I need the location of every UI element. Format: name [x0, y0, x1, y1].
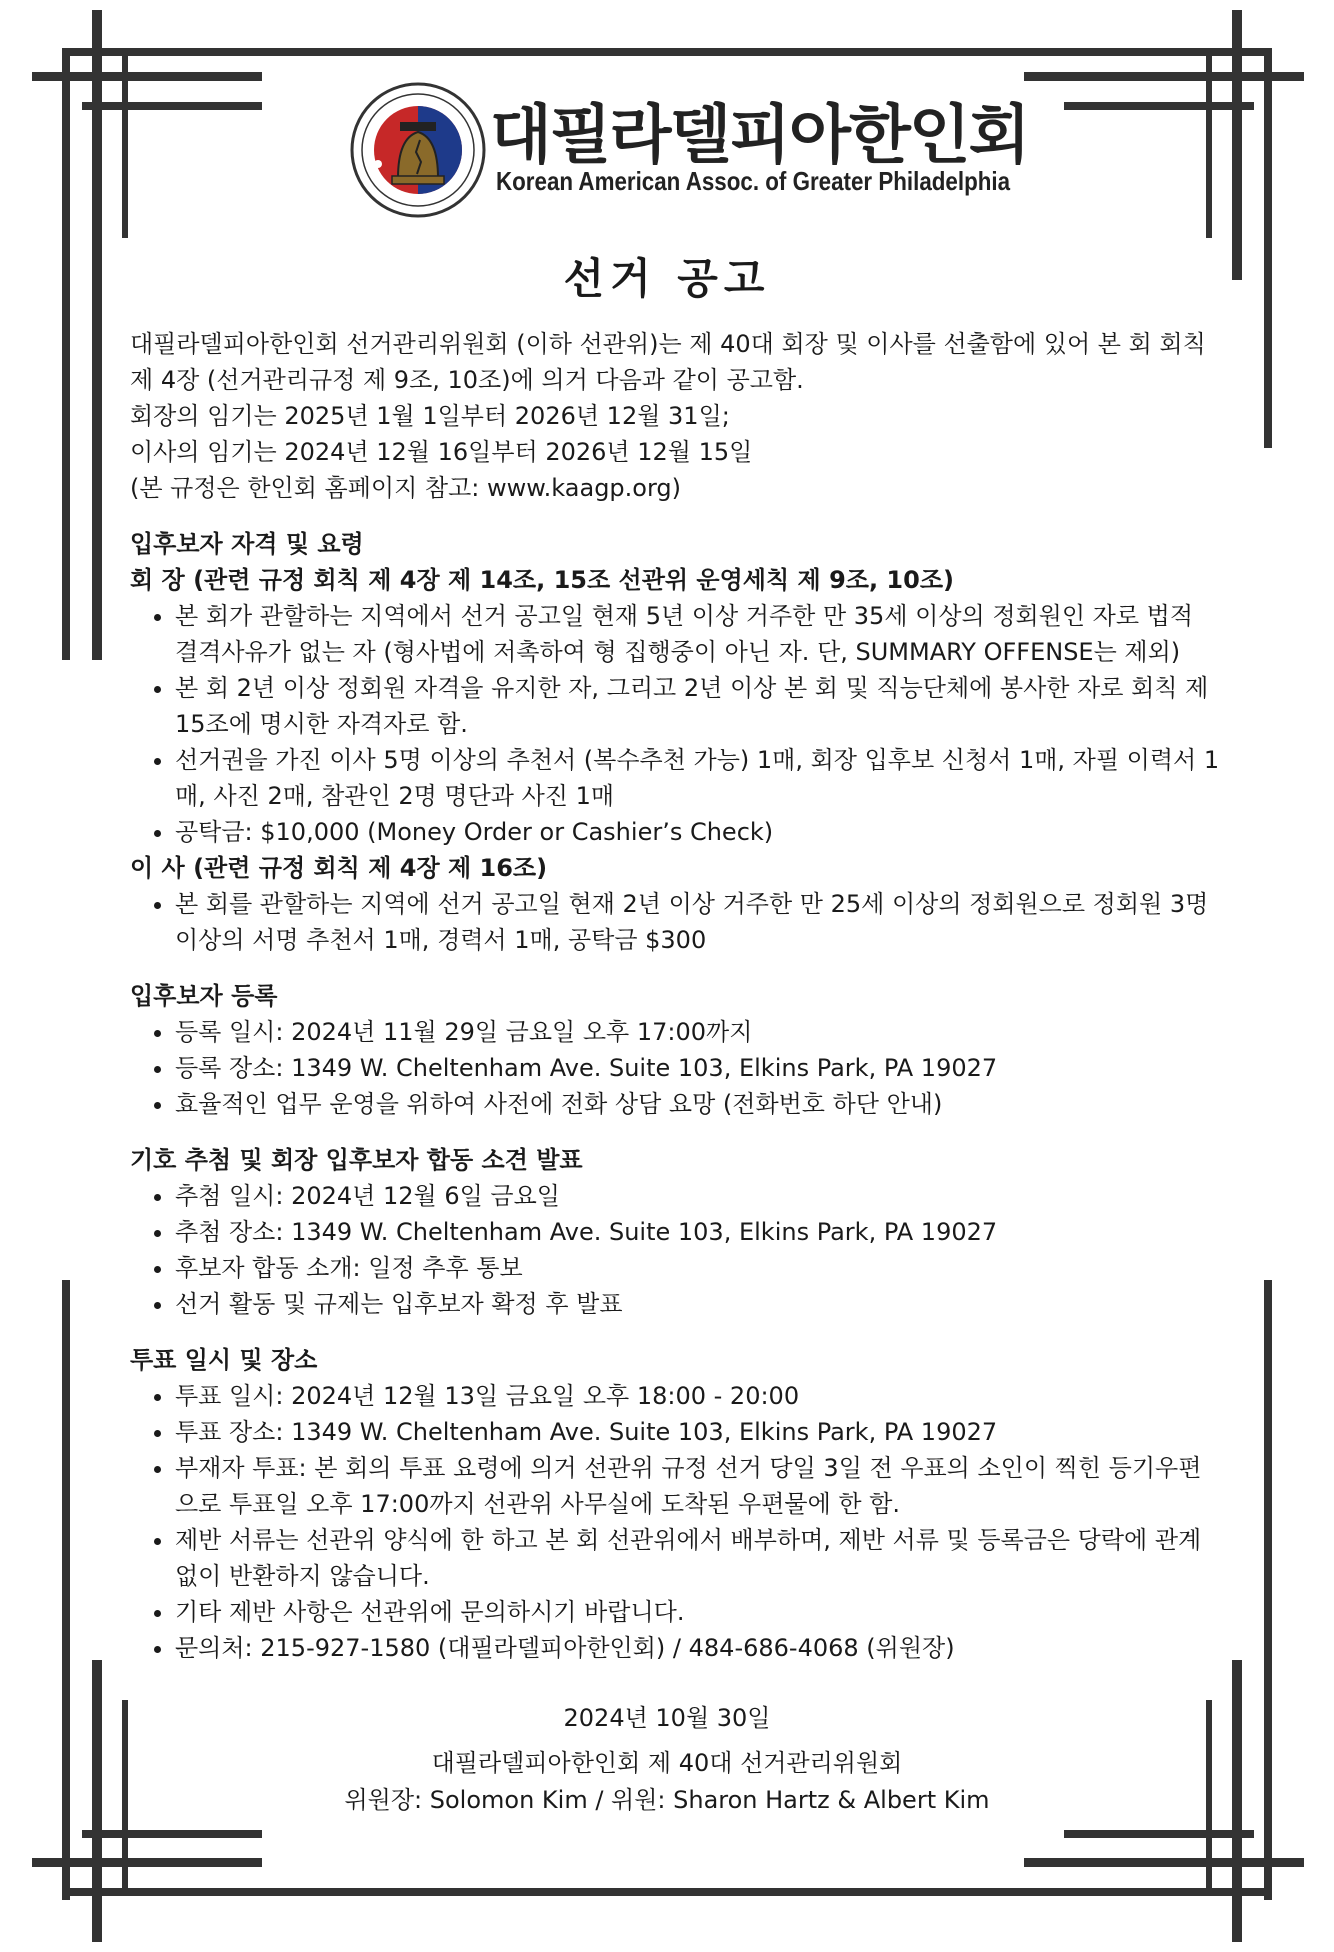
intro-paragraph: 대필라델피아한인회 선거관리위원회 (이하 선관위)는 제 40대 회장 및 이사를 선출함에 있어 본 회 회칙 제 4장 (선거관리규정 제 9조, 10조)에 의거 다음과 같이 공고함.	[130, 330, 1206, 394]
list-item: • 부재자 투표: 본 회의 투표 요령에 의거 선관위 규정 선거 당일 3일 전 우표의 소인이 찍힌 등기우편으로 투표일 오후 17:00까지 선관위 사무실에 도착된 우편물에 한 함.	[175, 1450, 1220, 1522]
voting-list	[130, 1378, 1220, 1666]
notice-body	[130, 326, 1220, 1666]
list-item: • 추첨 일시: 2024년 12월 6일 금요일	[175, 1178, 1220, 1214]
notice-date: 2024년 10월 30일	[563, 1704, 771, 1732]
closing-block	[0, 1700, 1334, 1819]
list-item: • 선거권을 가진 이사 5명 이상의 추천서 (복수추천 가능) 1매, 회장 입후보 신청서 1매, 자필 이력서 1매, 사진 2매, 참관인 2명 명단과 사진 1매	[175, 742, 1220, 814]
list-item: • 후보자 합동 소개: 일정 추후 통보	[175, 1250, 1220, 1286]
page-title: 선거 공고	[563, 254, 771, 303]
intro-reference: (본 규정은 한인회 홈페이지 참고: www.kaagp.org)	[130, 474, 682, 502]
association-name-english: Korean American Assoc. of Greater Philadelphia	[496, 166, 1011, 196]
president-heading: 회 장 (관련 규정 회칙 제 4장 제 14조, 15조 선관위 운영세칙 제 9조, 10조)	[130, 566, 954, 594]
list-item: • 본 회 2년 이상 정회원 자격을 유지한 자, 그리고 2년 이상 본 회 및 직능단체에 봉사한 자로 회칙 제 15조에 명시한 자격자로 함.	[175, 670, 1220, 742]
list-item: • 문의처: 215-927-1580 (대필라델피아한인회) / 484-686-4068 (위원장)	[175, 1630, 1220, 1666]
intro-president-term: 회장의 임기는 2025년 1월 1일부터 2026년 12월 31일;	[130, 402, 730, 430]
list-item: • 추첨 장소: 1349 W. Cheltenham Ave. Suite 103, Elkins Park, PA 19027	[175, 1214, 1220, 1250]
registration-heading: 입후보자 등록	[130, 982, 278, 1010]
committee-members: 위원장: Solomon Kim / 위원: Sharon Hartz & Albert Kim	[344, 1786, 990, 1814]
list-item: • 본 회를 관할하는 지역에 선거 공고일 현재 2년 이상 거주한 만 25세 이상의 정회원으로 정회원 3명 이상의 서명 추천서 1매, 경력서 1매, 공탁금 $300	[175, 886, 1220, 958]
association-name-korean: 대필라델피아한인회	[490, 99, 1029, 173]
list-item: • 본 회가 관할하는 지역에서 선거 공고일 현재 5년 이상 거주한 만 35세 이상의 정회원인 자로 법적 결격사유가 없는 자 (형사법에 저촉하여 형 집행중이 아닌 자. 단, SUMMARY OFFENSE는 제외)	[175, 598, 1220, 670]
lottery-heading: 기호 추첨 및 회장 입후보자 합동 소견 발표	[130, 1146, 583, 1174]
voting-heading: 투표 일시 및 장소	[130, 1346, 318, 1374]
director-heading: 이 사 (관련 규정 회칙 제 4장 제 16조)	[130, 854, 548, 882]
list-item: • 선거 활동 및 규제는 입후보자 확정 후 발표	[175, 1286, 1220, 1322]
qualifications-heading: 입후보자 자격 및 요령	[130, 530, 364, 558]
registration-list	[130, 1014, 1220, 1122]
association-seal-icon	[348, 80, 488, 220]
list-item: • 공탁금: $10,000 (Money Order or Cashier’s Check)	[175, 814, 1220, 850]
association-logo	[348, 80, 1029, 220]
list-item: • 등록 일시: 2024년 11월 29일 금요일 오후 17:00까지	[175, 1014, 1220, 1050]
intro-director-term: 이사의 임기는 2024년 12월 16일부터 2026년 12월 15일	[130, 438, 753, 466]
committee-name: 대필라델피아한인회 제 40대 선거관리위원회	[431, 1749, 903, 1777]
list-item: • 투표 장소: 1349 W. Cheltenham Ave. Suite 103, Elkins Park, PA 19027	[175, 1414, 1220, 1450]
director-requirements-list	[130, 886, 1220, 958]
lottery-list	[130, 1178, 1220, 1322]
list-item: • 제반 서류는 선관위 양식에 한 하고 본 회 선관위에서 배부하며, 제반 서류 및 등록금은 당락에 관계없이 반환하지 않습니다.	[175, 1522, 1220, 1594]
list-item: • 효율적인 업무 운영을 위하여 사전에 전화 상담 요망 (전화번호 하단 안내)	[175, 1086, 1220, 1122]
list-item: • 투표 일시: 2024년 12월 13일 금요일 오후 18:00 - 20:00	[175, 1378, 1220, 1414]
list-item: • 등록 장소: 1349 W. Cheltenham Ave. Suite 103, Elkins Park, PA 19027	[175, 1050, 1220, 1086]
president-requirements-list	[130, 598, 1220, 850]
list-item: • 기타 제반 사항은 선관위에 문의하시기 바랍니다.	[175, 1594, 1220, 1630]
